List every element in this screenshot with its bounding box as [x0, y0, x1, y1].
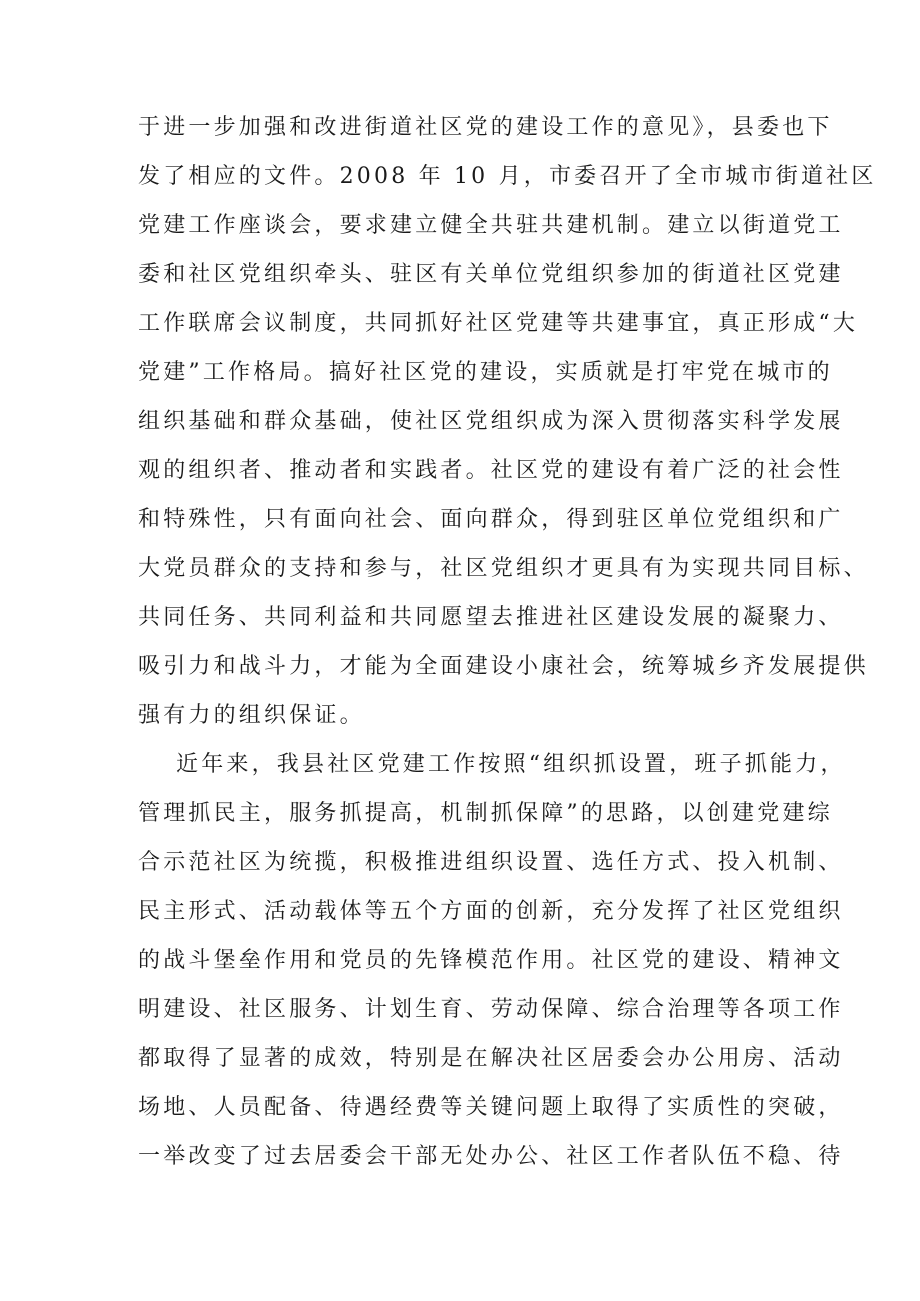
text-line: 场地、人员配备、待遇经费等关键问题上取得了实质性的突破， [138, 1095, 844, 1120]
text-line: 委和社区党组织牵头、驻区有关单位党组织参加的街道社区党建 [138, 262, 844, 287]
text-line: 大党员群众的支持和参与，社区党组织才更具有为实现共同目标、 [138, 556, 869, 581]
text-line: 吸引力和战斗力，才能为全面建设小康社会，统筹城乡齐发展提供 [138, 654, 869, 679]
text-line: 观的组织者、推动者和实践者。社区党的建设有着广泛的社会性 [138, 458, 844, 483]
text-line: 都取得了显著的成效，特别是在解决社区居委会办公用房、活动 [138, 1046, 844, 1071]
text-line: 近年来，我县社区党建工作按照“组织抓设置，班子抓能力， [176, 752, 846, 777]
text-line: 和特殊性，只有面向社会、面向群众，得到驻区单位党组织和广 [138, 507, 844, 532]
text-line: 的战斗堡垒作用和党员的先锋模范作用。社区党的建设、精神文 [138, 948, 844, 973]
text-line: 工作联席会议制度，共同抓好社区党建等共建事宜，真正形成“大 [138, 311, 859, 336]
text-line: 发了相应的文件。2008 年 10 月，市委召开了全市城市街道社区 [138, 164, 877, 189]
text-line: 一举改变了过去居委会干部无处办公、社区工作者队伍不稳、待 [138, 1144, 844, 1169]
text-line: 明建设、社区服务、计划生育、劳动保障、综合治理等各项工作 [138, 997, 844, 1022]
text-line: 党建”工作格局。搞好社区党的建设，实质就是打牢党在城市的 [138, 360, 833, 385]
text-line: 强有力的组织保证。 [138, 703, 365, 728]
text-line: 共同任务、共同利益和共同愿望去推进社区建设发展的凝聚力、 [138, 605, 844, 630]
text-line: 于进一步加强和改进街道社区党的建设工作的意见》，县委也下 [138, 115, 833, 140]
text-line: 管理抓民主，服务抓提高，机制抓保障”的思路，以创建党建综 [138, 801, 833, 826]
text-line: 合示范社区为统揽，积极推进组织设置、选任方式、投入机制、 [138, 850, 844, 875]
text-line: 党建工作座谈会，要求建立健全共驻共建机制。建立以街道党工 [138, 213, 844, 238]
text-line: 组织基础和群众基础，使社区党组织成为深入贯彻落实科学发展 [138, 409, 844, 434]
text-line: 民主形式、活动载体等五个方面的创新，充分发挥了社区党组织 [138, 899, 844, 924]
